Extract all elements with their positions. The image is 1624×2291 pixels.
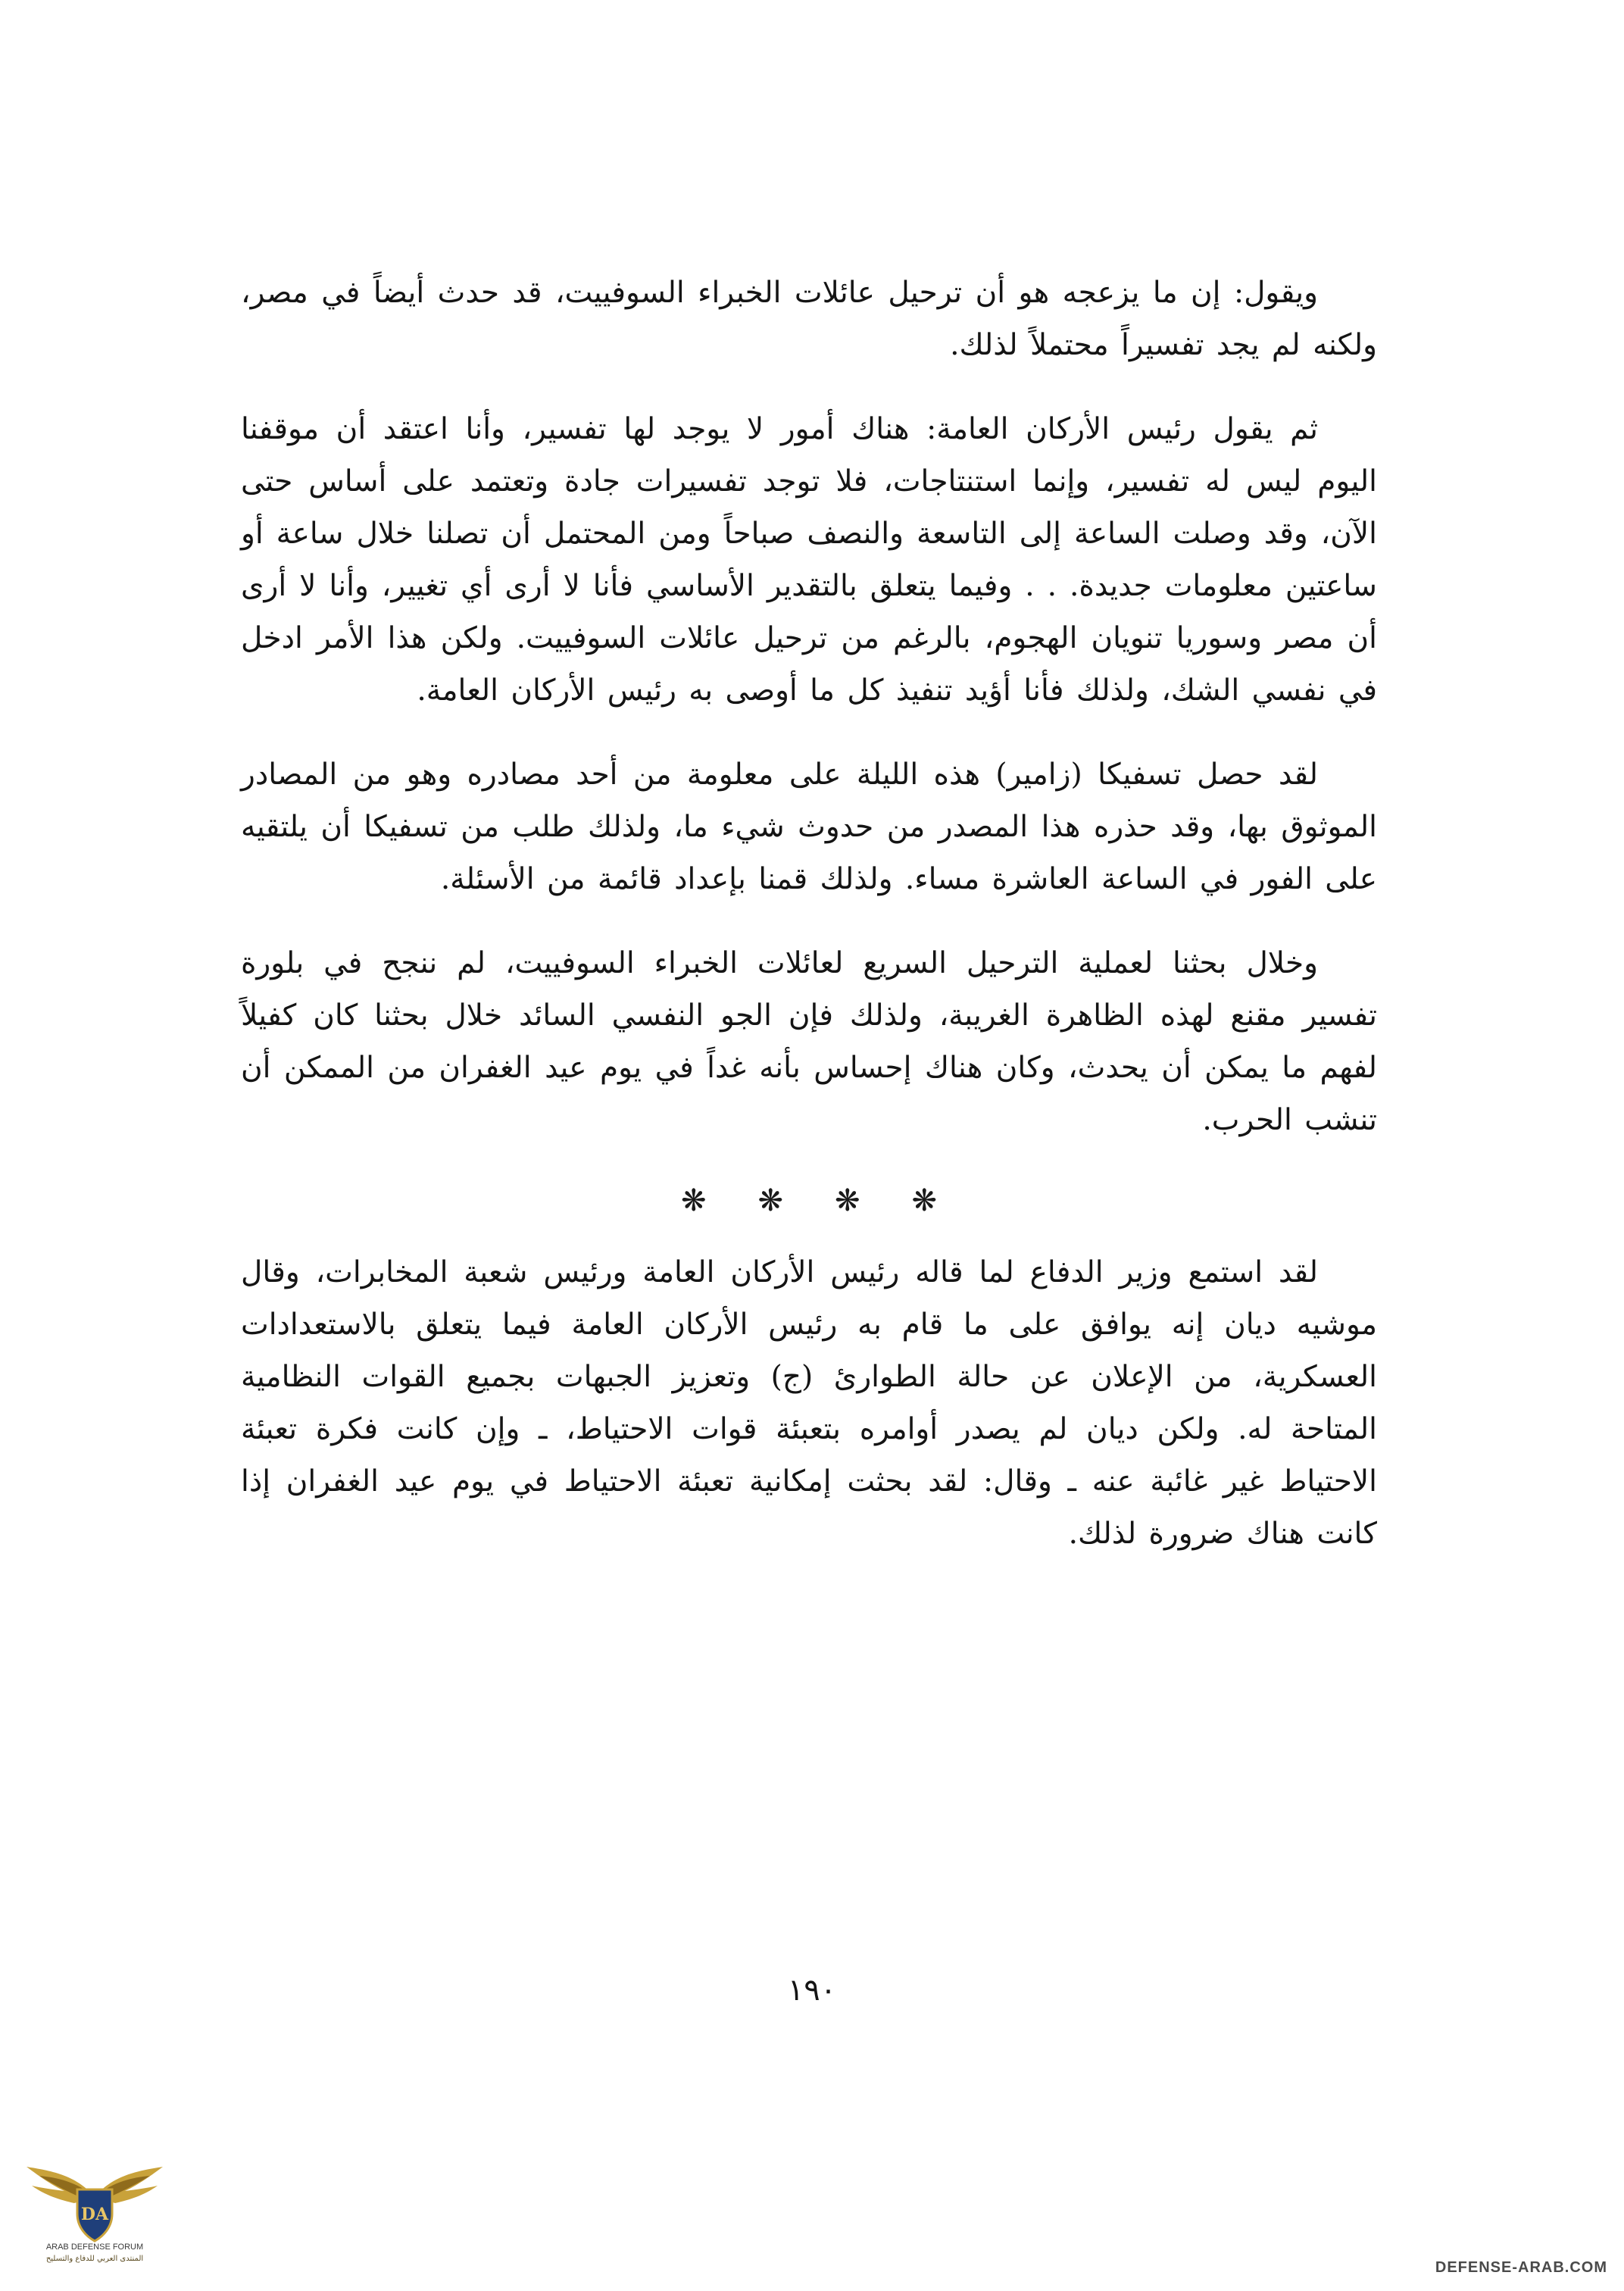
separator-star: ❋ (835, 1183, 860, 1218)
section-separator (241, 1178, 1377, 1224)
separator-star: ❋ (911, 1183, 938, 1218)
paragraph-4: وخلال بحثنا لعملية الترحيل السريع لعائلات الخبراء السوفييت، لم ننجح في بلورة تفسير مقنع لهذه الظاهرة الغريبة، ولذلك فإن الجو النفسي السائد خلال بحثنا كان كفيلاً لفهم ما يمكن أن يحدث، وكان هناك إحساس بأنه غداً في يوم عيد الغفران من الممكن أن تنشب الحرب. (241, 946, 1377, 1137)
arab-defense-forum-logo-icon (23, 2144, 167, 2258)
paragraph-2: ثم يقول رئيس الأركان العامة: هناك أمور لا يوجد لها تفسير، وأنا اعتقد أن موقفنا اليوم ليس له تفسير، وإنما استنتاجات، فلا توجد تفسيرات جادة وتعتمد على أساس حتى الآن، وقد وصلت الساعة إلى التاسعة والنصف صباحاً ومن المحتمل أن تصلنا خلال ساعة أو ساعتين معلومات جديدة. . . وفيما يتعلق بالتقدير الأساسي فأنا لا أرى أي تغيير، وأنا لا أرى أن مصر وسوريا تنويان الهجوم، بالرغم من ترحيل عائلات السوفييت. ولكن هذا الأمر ادخل في نفسي الشك، ولذلك فأنا أؤيد تنفيذ كل ما أوصى به رئيس الأركان العامة. (241, 412, 1377, 708)
logo-caption-arabic: المنتدى العربي للدفاع والتسليح (45, 2255, 144, 2263)
body-text (241, 267, 1377, 1592)
site-watermark: DEFENSE-ARAB.COM (1435, 2259, 1607, 2276)
logo-badge-text: DA (80, 2205, 109, 2224)
paragraph-1: ويقول: إن ما يزعجه هو أن ترحيل عائلات الخبراء السوفييت، قد حدث أيضاً في مصر، ولكنه لم يجد تفسيراً محتملاً لذلك. (241, 276, 1377, 362)
paragraph-5: لقد استمع وزير الدفاع لما قاله رئيس الأركان العامة ورئيس شعبة المخابرات، وقال موشيه ديان إنه يوافق على ما قام به رئيس الأركان العامة فيما يتعلق بالاستعدادات العسكرية، من الإعلان عن حالة الطوارئ (ج) وتعزيز الجبهات بجميع القوات النظامية المتاحة له. ولكن ديان لم يصدر أوامره بتعبئة قوات الاحتياط، ـ وإن كانت فكرة تعبئة الاحتياط غير غائبة عنه ـ وقال: لقد بحثت إمكانية تعبئة الاحتياط في يوم عيد الغفران إذا كانت هناك ضرورة لذلك. (241, 1255, 1377, 1551)
paragraph-3: لقد حصل تسفيكا (زامير) هذه الليلة على معلومة من أحد مصادره وهو من المصادر الموثوق بها، وقد حذره هذا المصدر من حدوث شيء ما، ولذلك طلب من تسفيكا أن يلتقيه على الفور في الساعة العاشرة مساء. ولذلك قمنا بإعداد قائمة من الأسئلة. (241, 758, 1377, 896)
logo-caption: ARAB DEFENSE FORUM (45, 2243, 144, 2252)
separator-star: ❋ (680, 1183, 707, 1218)
page-number: ١٩٠ (787, 1973, 837, 2008)
separator-star: ❋ (757, 1183, 783, 1218)
